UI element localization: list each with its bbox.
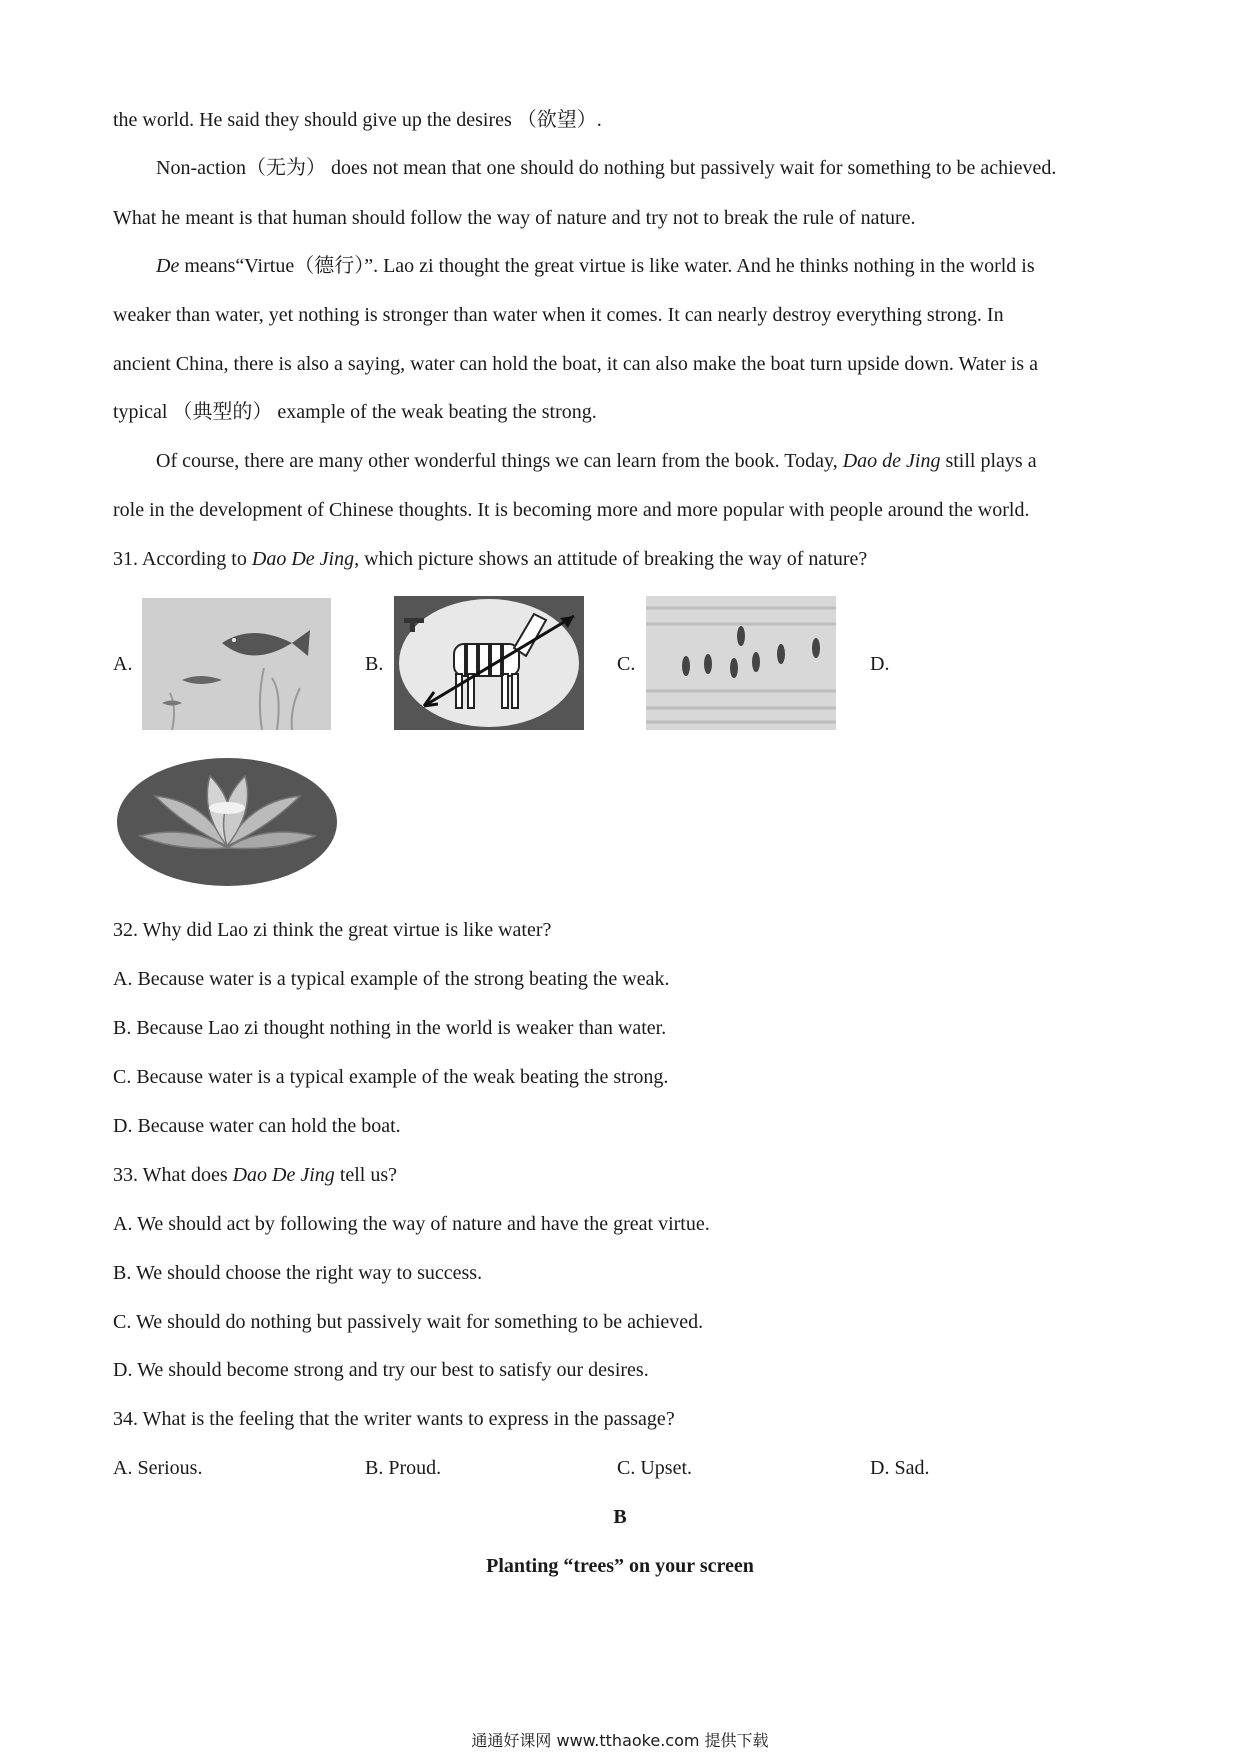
section-title: Planting “trees” on your screen — [486, 1555, 754, 1577]
option-d: D. Because water can hold the boat. — [113, 1115, 401, 1137]
option-d-label: D. — [870, 653, 890, 675]
section-letter: B — [613, 1506, 627, 1528]
option-c: C. We should do nothing but passively wait for something to be achieved. — [113, 1311, 704, 1333]
passage-line: role in the development of Chinese thoughts. It is becoming more and more popular with people around the world. — [113, 499, 1030, 521]
option-a: A. We should act by following the way of nature and have the great virtue. — [113, 1213, 710, 1235]
option-d: D. We should become strong and try our best to satisfy our desires. — [113, 1359, 649, 1381]
option-c-label: C. — [617, 653, 636, 675]
passage-line: ancient China, there is also a saying, water can hold the boat, it can also make the boat turn upside down. Water is a — [113, 353, 1038, 375]
stem-text: 33. What does — [113, 1164, 233, 1186]
passage-text: still plays a — [940, 450, 1037, 472]
footer-watermark: 通通好课网 www.tthaoke.com 提供下载 — [471, 1731, 769, 1750]
stem-text: , which picture shows an attitude of breaking the way of nature? — [354, 548, 868, 570]
option-c: C. Because water is a typical example of the weak beating the strong. — [113, 1066, 669, 1088]
passage-line: Non-action（无为） does not mean that one should do nothing but passively wait for something to be achieved. — [156, 157, 1057, 179]
option-c: C. Upset. — [617, 1457, 692, 1479]
passage-text: means“Virtue（德行）”. Lao zi thought the great virtue is like water. And he thinks nothing in the world is — [179, 255, 1035, 277]
lotus-flower-image — [115, 756, 340, 890]
option-b: B. We should choose the right way to success. — [113, 1262, 483, 1284]
book-title: Dao De Jing — [232, 1164, 335, 1186]
book-title: Dao De Jing — [251, 548, 355, 570]
flying-birds-image — [646, 596, 836, 730]
italic-term: De — [156, 255, 180, 277]
option-b-label: B. — [365, 653, 384, 675]
option-a: A. Because water is a typical example of the strong beating the weak. — [113, 968, 670, 990]
book-title: Dao de Jing — [842, 450, 941, 472]
option-a-label: A. — [113, 653, 133, 675]
passage-line: weaker than water, yet nothing is stronger than water when it comes. It can nearly destroy everything strong. In — [113, 304, 1004, 326]
passage-text: Of course, there are many other wonderful things we can learn from the book. Today, — [156, 450, 843, 472]
passage-line: What he meant is that human should follow the way of nature and try not to break the rule of nature. — [113, 207, 916, 229]
option-a: A. Serious. — [113, 1457, 203, 1479]
option-b: B. Proud. — [365, 1457, 442, 1479]
question-32-stem: 32. Why did Lao zi think the great virtue is like water? — [113, 919, 552, 941]
option-d: D. Sad. — [870, 1457, 930, 1479]
passage-line — [156, 254, 1035, 278]
passage-line: the world. He said they should give up the desires （欲望）. — [113, 109, 602, 131]
stem-text: 31. According to — [113, 548, 252, 570]
arrow-through-zebra-image — [394, 596, 584, 730]
question-31-stem — [113, 547, 867, 571]
question-33-stem — [113, 1163, 397, 1187]
passage-line: typical （典型的） example of the weak beating the strong. — [113, 401, 597, 423]
option-b: B. Because Lao zi thought nothing in the world is weaker than water. — [113, 1017, 667, 1039]
question-34-stem: 34. What is the feeling that the writer wants to express in the passage? — [113, 1408, 675, 1430]
fish-in-water-image — [142, 598, 331, 730]
stem-text: tell us? — [334, 1164, 398, 1186]
passage-line — [156, 449, 1037, 473]
